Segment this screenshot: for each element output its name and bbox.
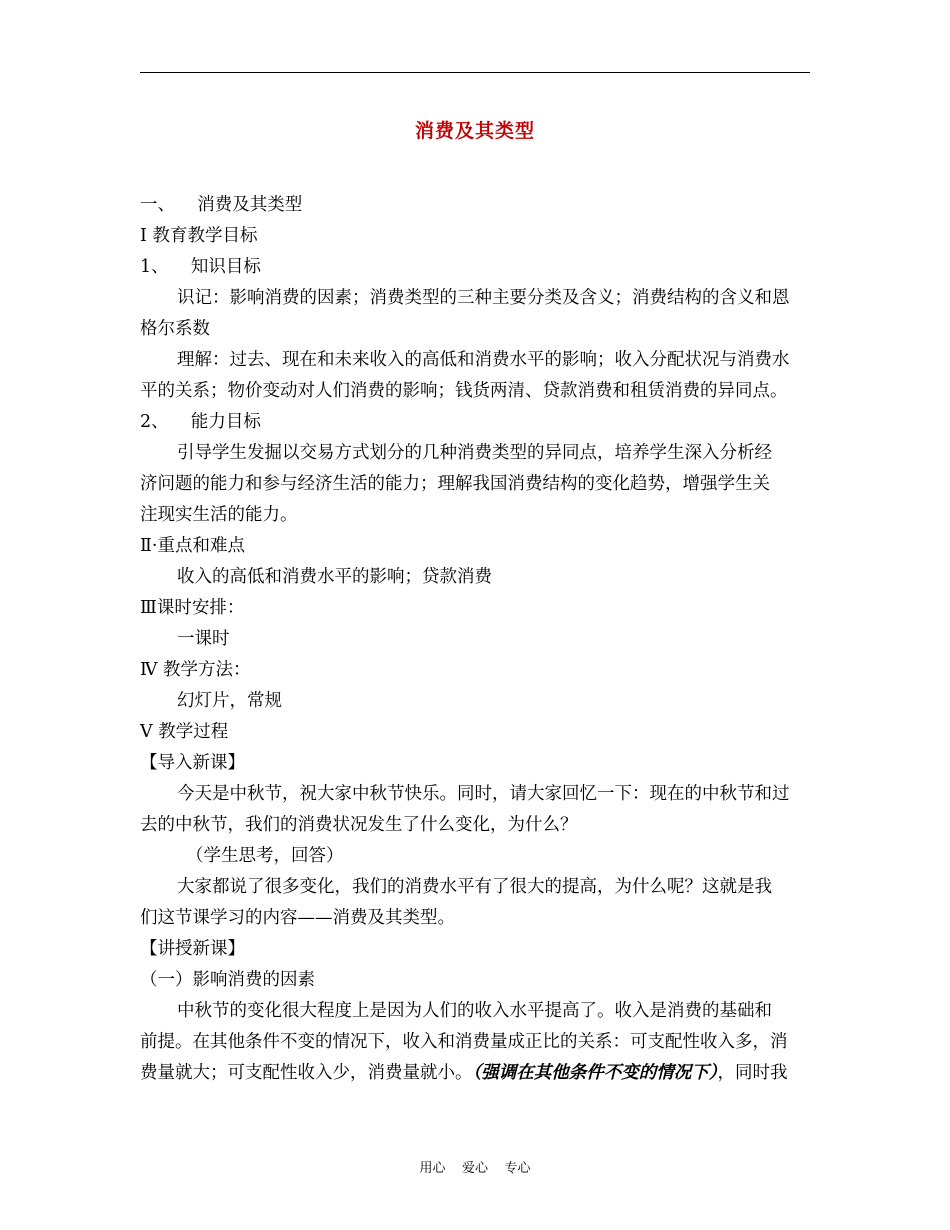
bracket-heading: 【导入新课】: [140, 753, 245, 773]
bracket-heading: 【讲授新课】: [140, 939, 245, 959]
emphasis-text: （强调在其他条件不变的情况下）: [472, 1063, 718, 1083]
section-heading: Ⅱ·重点和难点: [140, 536, 245, 556]
subsection-heading: 1、 知识目标: [140, 257, 261, 277]
paragraph-line: 们这节课学习的内容——消费及其类型。: [140, 908, 455, 928]
section-heading: Ⅳ 教学方法：: [140, 660, 251, 680]
document-title: 消费及其类型: [414, 120, 535, 142]
paragraph-line: （学生思考，回答）: [186, 846, 344, 866]
section-heading: 一、 消费及其类型: [140, 195, 303, 215]
paragraph-line: 济问题的能力和参与经济生活的能力；理解我国消费结构的变化趋势，增强学生关: [140, 474, 770, 494]
section-heading: Ⅲ课时安排：: [140, 598, 245, 618]
paragraph-line: 收入的高低和消费水平的影响；贷款消费: [177, 567, 492, 587]
paragraph-line: 去的中秋节，我们的消费状况发生了什么变化，为什么？: [140, 815, 578, 835]
paragraph-line: 注现实生活的能力。: [140, 505, 298, 525]
paragraph-line: 平的关系；物价变动对人们消费的影响；钱货两清、贷款消费和租赁消费的异同点。: [140, 381, 788, 401]
paragraph-line: 前提。在其他条件不变的情况下，收入和消费量成正比的关系：可支配性收入多，消: [140, 1032, 788, 1052]
text-run: 费量就大；可支配性收入少，消费量就小。: [140, 1063, 473, 1083]
section-heading: （一）影响消费的因素: [140, 970, 315, 990]
paragraph-line: 一课时: [177, 629, 230, 649]
header-rule: [140, 72, 810, 73]
section-heading: Ⅴ 教学过程: [140, 722, 229, 742]
paragraph-line: 格尔系数: [140, 319, 210, 339]
paragraph-line: 中秋节的变化很大程度上是因为人们的收入水平提高了。收入是消费的基础和: [177, 1001, 772, 1021]
text-run: ，同时我: [717, 1063, 788, 1083]
paragraph-line: 今天是中秋节，祝大家中秋节快乐。同时，请大家回忆一下：现在的中秋节和过: [177, 784, 790, 804]
page-footer: 用心 爱心 专心: [419, 1161, 531, 1176]
section-heading: Ⅰ 教育教学目标: [140, 226, 258, 246]
subsection-heading: 2、 能力目标: [140, 412, 261, 432]
paragraph-line: [140, 1058, 812, 1089]
paragraph-line: 理解：过去、现在和未来收入的高低和消费水平的影响；收入分配状况与消费水: [177, 350, 790, 370]
paragraph-line: 大家都说了很多变化，我们的消费水平有了很大的提高，为什么呢？这就是我: [177, 877, 772, 897]
document-body: [140, 190, 812, 1089]
paragraph-line: 识记：影响消费的因素；消费类型的三种主要分类及含义；消费结构的含义和恩: [177, 288, 790, 308]
paragraph-line: 幻灯片，常规: [177, 691, 282, 711]
paragraph-line: 引导学生发掘以交易方式划分的几种消费类型的异同点，培养学生深入分析经: [177, 443, 772, 463]
